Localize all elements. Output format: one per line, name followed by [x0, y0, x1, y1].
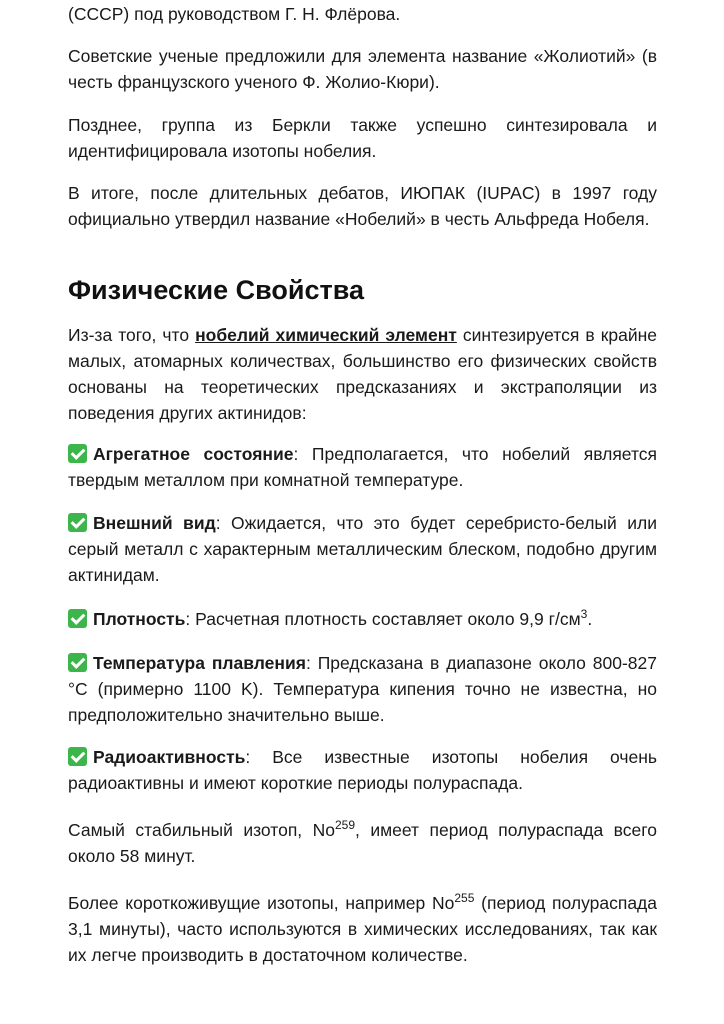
- property-item: [68, 441, 657, 493]
- superscript: 259: [335, 818, 356, 832]
- section-heading: Физические Свойства: [68, 275, 364, 305]
- paragraph-isotope-1: [68, 817, 657, 869]
- check-icon: [68, 513, 87, 532]
- paragraph-intro-1: Советские ученые предложили для элемента название «Жолиотий» (в честь французского ученого Ф. Жолио-Кюри).: [68, 46, 657, 92]
- isotope-text-before: Самый стабильный изотоп, No: [68, 820, 335, 840]
- superscript: 3: [580, 607, 588, 621]
- check-icon: [68, 653, 87, 672]
- isotope-text-after: (период полураспада 3,1 минуты), часто используются в химических исследованиях, так как их легче производить в достаточном количестве.: [68, 893, 657, 965]
- superscript: 255: [454, 891, 475, 905]
- paragraph-intro-2: Позднее, группа из Беркли также успешно синтезировала и идентифицировала изотопы нобелия.: [68, 115, 657, 161]
- property-item: [68, 744, 657, 796]
- property-text: : Ожидается, что это будет серебристо-белый или серый металл с характерным металлическим блеском, подобно другим актинидам.: [68, 513, 657, 585]
- property-label: Агрегатное состояние: [93, 444, 294, 464]
- isotope-text-after: , имеет период полураспада всего около 58 минут.: [68, 820, 657, 866]
- property-item: [68, 510, 657, 588]
- lead-after: синтезируется в крайне малых, атомарных количествах, большинство его физических свойств основаны на теоретических предсказаниях и экстраполяции из поведения других актинидов:: [68, 325, 657, 423]
- paragraph-isotope-2: [68, 890, 657, 968]
- property-text: : Предполагается, что нобелий является твердым металлом при комнатной температуре.: [68, 444, 657, 490]
- paragraph-intro-3: В итоге, после длительных дебатов, ИЮПАК (IUPAC) в 1997 году официально утвердил название «Нобелий» в честь Альфреда Нобеля.: [68, 183, 657, 229]
- property-text: : Расчетная плотность составляет около 9,9 г/см: [185, 609, 581, 629]
- lead-before: Из-за того, что: [68, 325, 196, 345]
- check-icon: [68, 747, 87, 766]
- property-item: [68, 606, 657, 632]
- property-tail: .: [587, 609, 593, 629]
- property-label: Радиоактивность: [93, 747, 246, 767]
- property-text: : Все известные изотопы нобелия очень радиоактивны и имеют короткие периоды полураспада.: [68, 747, 657, 793]
- property-label: Внешний вид: [93, 513, 216, 533]
- isotope-text-before: Более короткоживущие изотопы, например No: [68, 893, 455, 913]
- property-label: Плотность: [93, 609, 186, 629]
- property-label: Температура плавления: [93, 653, 306, 673]
- property-item: [68, 650, 657, 728]
- section-lead: [68, 322, 657, 426]
- check-icon: [68, 609, 87, 628]
- paragraph-intro-0: (СССР) под руководством Г. Н. Флёрова.: [68, 4, 401, 24]
- check-icon: [68, 444, 87, 463]
- element-link[interactable]: нобелий химический элемент: [195, 325, 457, 345]
- property-text: : Предсказана в диапазоне около 800-827 °C (примерно 1100 K). Температура кипения точно не известна, но предположительно значительно выше.: [68, 653, 658, 725]
